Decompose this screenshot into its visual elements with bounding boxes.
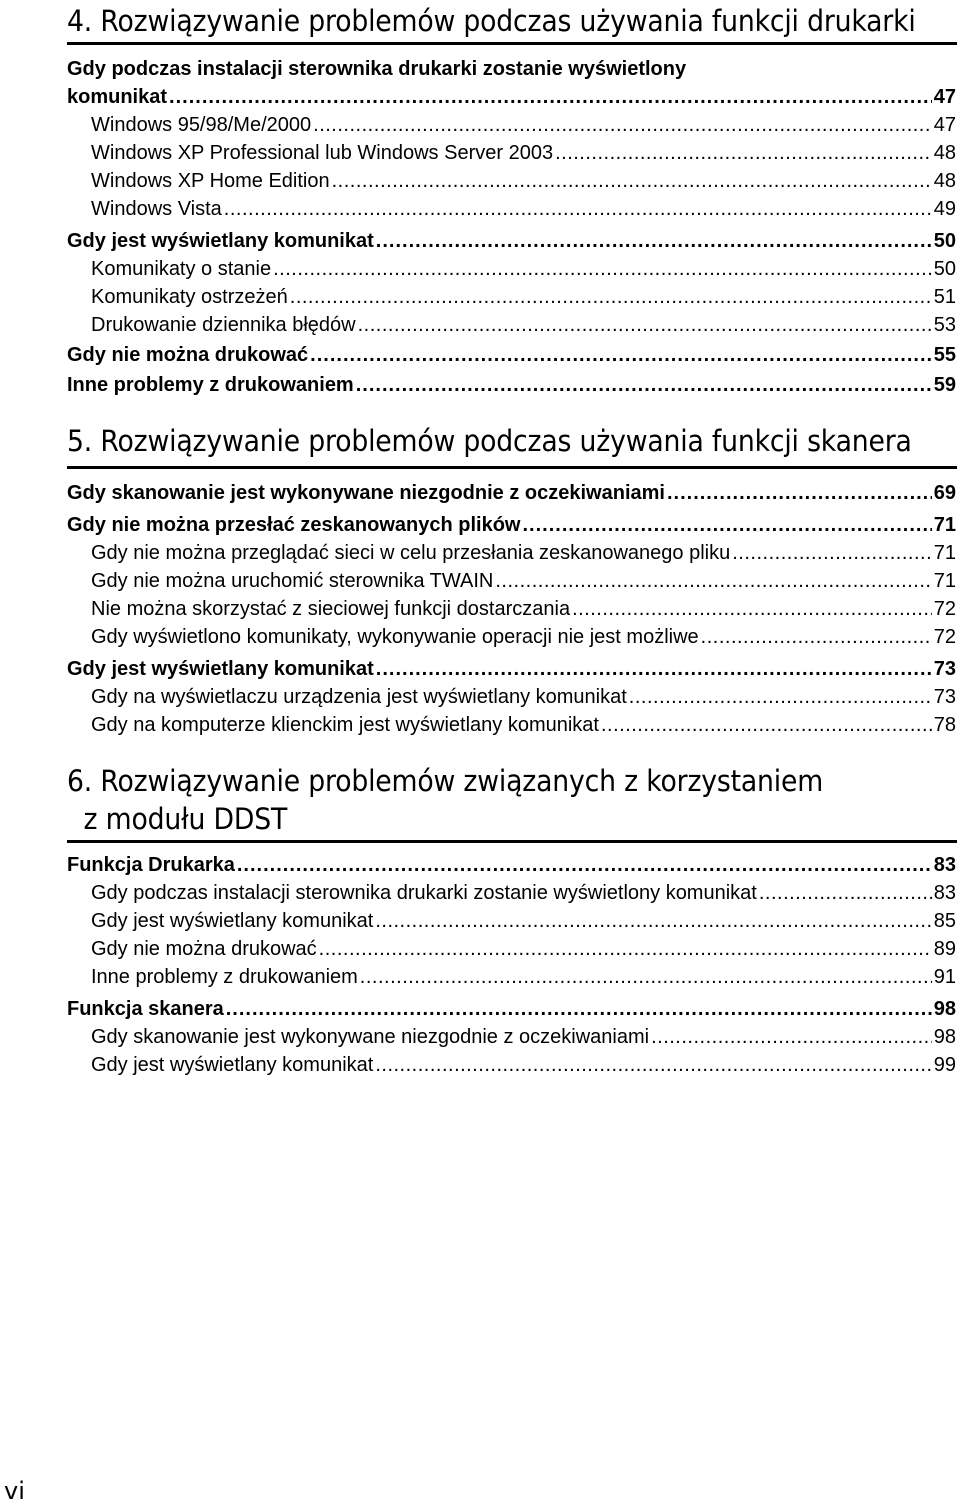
toc-entry-text: Gdy wyświetlono komunikaty, wykonywanie operacji nie jest możliwe [91,626,699,648]
toc-page-number: 48 [933,142,956,164]
toc-entry-text: Windows 95/98/Me/2000 [91,114,312,136]
chapter-rule [67,840,957,843]
toc-entry-text: Gdy nie można drukować [67,344,309,366]
chapter-title-line-2: z modułu DDST [83,802,288,836]
toc-page-number: 91 [933,966,956,988]
toc-entry[interactable] [91,540,956,566]
toc-page-number: 85 [933,910,956,932]
leader-dots [313,112,932,138]
toc-entry-text: Gdy nie można drukować [91,938,317,960]
toc-entry[interactable] [91,964,956,990]
toc-page-number: 71 [933,514,956,536]
toc-entry-text: Nie można skorzystać z sieciowej funkcji dostarczania [91,598,571,620]
chapter-5-heading [67,424,957,458]
toc-entry[interactable] [91,596,956,622]
leader-dots [226,996,932,1022]
toc-entry[interactable] [67,84,956,110]
toc-entry-text: Gdy nie można przesłać zeskanowanych plików [67,514,521,536]
toc-entry-text: Komunikaty ostrzeżeń [91,286,288,308]
leader-dots [572,596,932,622]
toc-page-number: 83 [933,854,956,876]
leader-dots [169,84,932,110]
toc-page-number: 50 [933,230,956,252]
toc-page-number: 71 [933,570,956,592]
toc-page-number: 53 [933,314,956,336]
toc-entry-text: Gdy jest wyświetlany komunikat [67,658,374,680]
toc-page-number: 59 [933,374,956,396]
toc-page-number: 73 [933,658,956,680]
toc-page-number: 47 [933,114,956,136]
leader-dots [224,196,932,222]
toc-entry[interactable] [91,712,956,738]
toc-entry[interactable] [91,684,956,710]
toc-entry[interactable] [67,656,956,682]
leader-dots [522,512,931,538]
toc-entry-text: Komunikaty o stanie [91,258,272,280]
toc-page-number: 78 [933,714,956,736]
leader-dots [651,1024,932,1050]
toc-entry-text: Drukowanie dziennika błędów [91,314,356,336]
toc-entry-text: Gdy jest wyświetlany komunikat [91,1054,374,1076]
chapter-title [67,764,886,836]
toc-page-number: 49 [933,198,956,220]
toc-entry-text: Gdy na wyświetlaczu urządzenia jest wyświetlany komunikat [91,686,627,708]
leader-dots [360,964,932,990]
toc-page-number: 51 [933,286,956,308]
toc-entry-text: Gdy podczas instalacji sterownika drukarki zostanie wyświetlony komunikat [91,882,757,904]
toc-entry[interactable] [91,112,956,138]
toc-entry[interactable] [91,1052,956,1078]
toc-page-number: 72 [933,626,956,648]
toc-entry[interactable] [67,342,956,368]
toc-entry-text: Gdy skanowanie jest wykonywane niezgodnie z oczekiwaniami [67,482,665,504]
toc-entry-text: komunikat [67,86,168,108]
toc-page-number: 47 [933,86,956,108]
toc-entry-text: Funkcja skanera [67,998,224,1020]
leader-dots [555,140,932,166]
toc-entry[interactable] [91,196,956,222]
leader-dots [237,852,932,878]
toc-entry[interactable] [91,312,956,338]
toc-page-number: 99 [933,1054,956,1076]
leader-dots [319,936,932,962]
toc-page-number: 72 [933,598,956,620]
leader-dots [290,284,932,310]
toc-entry[interactable] [91,168,956,194]
leader-dots [759,880,932,906]
toc-page-number: 69 [933,482,956,504]
toc-page-number: 73 [933,686,956,708]
toc-entry-text: Inne problemy z drukowaniem [67,374,354,396]
toc-entry[interactable] [91,624,956,650]
toc-page-number: 89 [933,938,956,960]
toc-entry-text: Gdy jest wyświetlany komunikat [91,910,374,932]
toc-entry-text: Gdy na komputerze klienckim jest wyświetlany komunikat [91,714,599,736]
toc-entry[interactable] [67,372,956,398]
toc-entry-text: Gdy nie można uruchomić sterownika TWAIN [91,570,494,592]
toc-entry-text: Gdy skanowanie jest wykonywane niezgodnie z oczekiwaniami [91,1026,650,1048]
leader-dots [495,568,931,594]
toc-page-number: 98 [933,998,956,1020]
toc-entry[interactable] [91,284,956,310]
toc-entry-text: Inne problemy z drukowaniem [91,966,358,988]
toc-entry[interactable] [91,936,956,962]
chapter-title-line-1: 6. Rozwiązywanie problemów związanych z korzystaniem [67,764,824,798]
chapter-6-heading [67,764,957,836]
leader-dots [701,624,932,650]
toc-entry[interactable] [91,140,956,166]
toc-entry[interactable] [67,852,956,878]
toc-page-number: 71 [933,542,956,564]
leader-dots [601,712,932,738]
toc-page-number: 83 [933,882,956,904]
chapter-rule [67,466,957,469]
toc-page-number: 48 [933,170,956,192]
toc-entry-text: Gdy nie można przeglądać sieci w celu przesłania zeskanowanego pliku [91,542,731,564]
leader-dots [356,372,932,398]
toc-entry-text: Windows Vista [91,198,222,220]
leader-dots [375,908,931,934]
leader-dots [629,684,932,710]
chapter-rule [67,42,957,45]
toc-page-number: 98 [933,1026,956,1048]
toc-entry[interactable] [67,228,956,254]
toc-entry-text: Windows XP Professional lub Windows Server 2003 [91,142,554,164]
toc-page-number: 50 [933,258,956,280]
toc-entry[interactable] [67,996,956,1022]
toc-entry[interactable] [91,908,956,934]
toc-entry[interactable] [91,1024,956,1050]
leader-dots [667,480,932,506]
toc-entry[interactable] [91,568,956,594]
toc-entry-text: Windows XP Home Edition [91,170,330,192]
leader-dots [273,256,932,282]
toc-entry[interactable] [67,480,956,506]
toc-entry-text: Funkcja Drukarka [67,854,235,876]
leader-dots [332,168,932,194]
leader-dots [375,1052,931,1078]
toc-entry-text: Gdy jest wyświetlany komunikat [67,230,374,252]
leader-dots [732,540,932,566]
leader-dots [376,656,932,682]
leader-dots [310,342,932,368]
toc-entry[interactable] [91,880,956,906]
toc-entry[interactable] [67,512,956,538]
toc-entry[interactable] [67,56,956,82]
chapter-title: 4. Rozwiązywanie problemów podczas używania funkcji drukarki [67,4,916,38]
page-folio: vi [4,1477,25,1505]
chapter-title: 5. Rozwiązywanie problemów podczas używania funkcji skanera [67,424,912,458]
chapter-4-heading [67,4,957,38]
toc-page-number: 55 [933,344,956,366]
toc-entry-text: Gdy podczas instalacji sterownika drukarki zostanie wyświetlony [67,58,687,80]
toc-entry[interactable] [91,256,956,282]
leader-dots [376,228,932,254]
leader-dots [358,312,932,338]
